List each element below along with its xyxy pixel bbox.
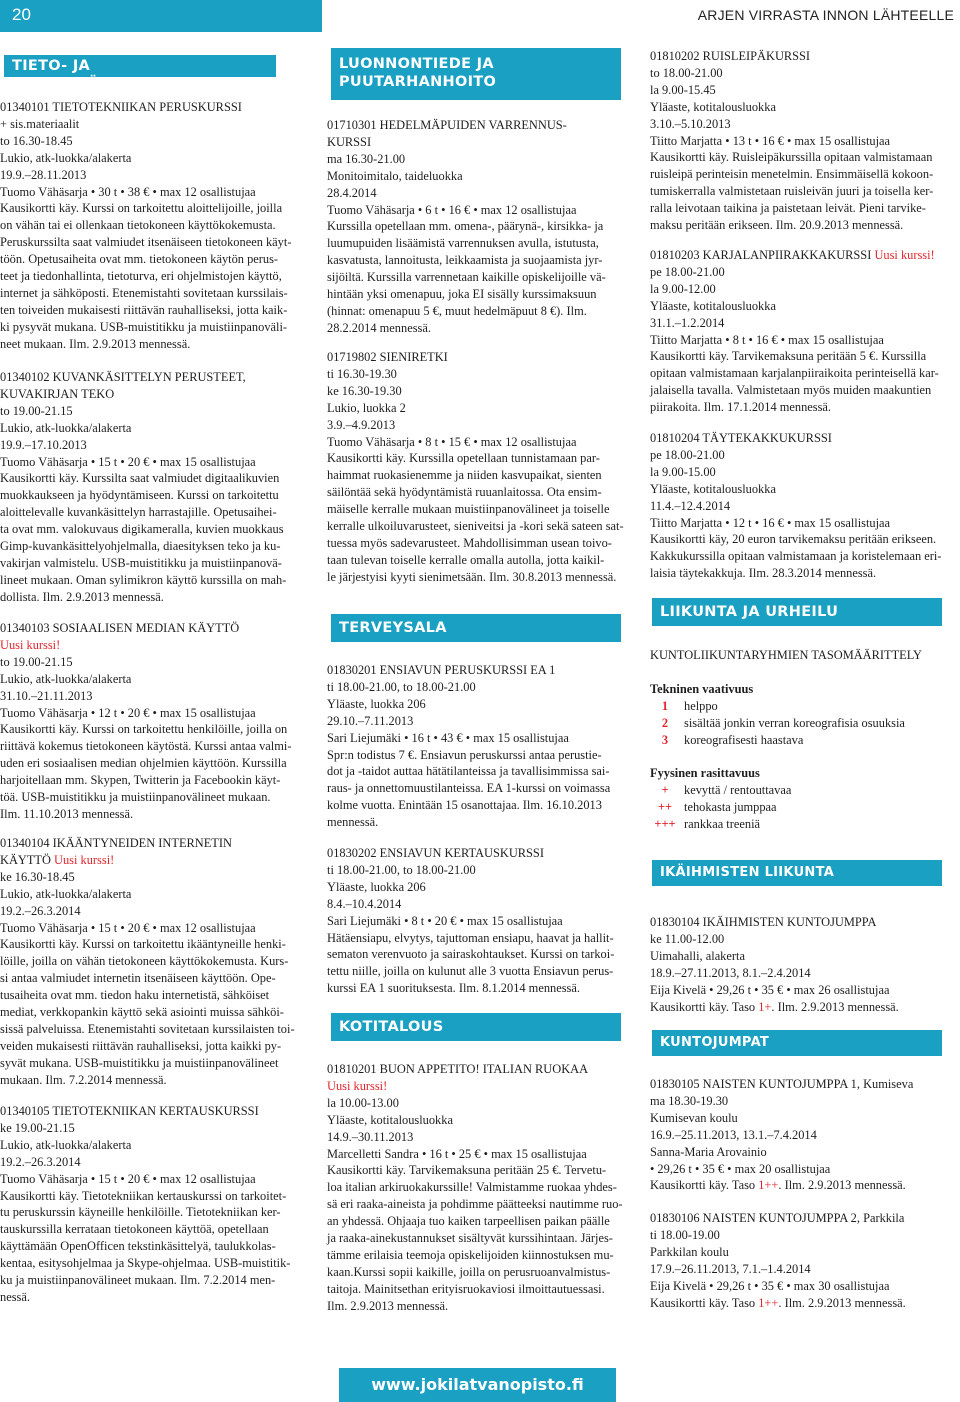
legend-physical (650, 765, 956, 833)
text-line: taan tulevan toiselle kerralle omalla autolla, jotta kaikil- (327, 552, 605, 567)
text-line: ta ovat mm. valokuvaus digikameralla, kuvien muokkaus (0, 522, 284, 537)
course-sieniretki (327, 349, 637, 586)
text-line: piirakoita. Ilm. 17.1.2014 mennessä. (650, 400, 832, 415)
course-naisten-kuntojumppa-2 (650, 1210, 956, 1311)
text-line: tu peruskurssin käyneille henkilöille. Tietotekniikan ker- (0, 1205, 281, 1220)
course-ruisleipa (650, 48, 956, 234)
text-line: dot ja -taidot auttaa hätätilanteissa ja tavallisimmissa sai- (327, 764, 610, 779)
text-line: töä. USB-muistitikku ja muistiinpanovälineet mukaan. (0, 790, 271, 805)
text-line: kolme vuotta. Enintään 15 osanottajaa. Ilm. 16.10.2013 (327, 798, 602, 813)
text-line: sissä palveluissa. Etenemistahti sovitetaan kurssilaisten toi- (0, 1021, 295, 1036)
text-line: Kausikortti käy. Kurssi on tarkoitettu aloittelijoille, joilla (0, 201, 283, 216)
text-line: Yläaste, kotitalousluokka (327, 1112, 453, 1127)
text-line: ke 19.00-21.15 (0, 1120, 75, 1135)
text-line: la 9.00-15.45 (650, 82, 716, 97)
text-line: haimmat ruokasienemme ja niiden kasvupaikat, sienten (327, 468, 602, 483)
course-note: Kausikortti käy. Taso (650, 1178, 759, 1193)
legend-text: sisältää jonkin verran koreografisia osuuksia (684, 715, 905, 730)
text-line: 31.1.–1.2.2014 (650, 315, 725, 330)
text-line: Uimahalli, alakerta (650, 948, 745, 963)
legend-row (650, 816, 956, 833)
course-taytekakku (650, 430, 956, 582)
legend-row (650, 799, 956, 816)
text-line: pe 18.00-21.00 (650, 264, 725, 279)
text-line: Kumisevan koulu (650, 1110, 738, 1125)
level-definitions-title: KUNTOLIIKUNTARYHMIEN TASOMÄÄRITTELY (650, 648, 922, 662)
text-line: Kakkukurssilla opitaan valmistamaan ja koristelemaan eri- (650, 549, 942, 564)
level-tag: 1++ (758, 1178, 779, 1193)
course-title: 01810201 BUON APPETITO! ITALIAN RUOKAA (327, 1062, 589, 1076)
text-line: Lukio, atk-luokka/alakerta (0, 671, 132, 686)
text-line: Tuomo Vähäsarja • 30 t • 38 € • max 12 osallistujaa (0, 184, 256, 199)
course-note: Kausikortti käy. Taso (650, 999, 759, 1014)
course-title-cont: KÄYTTÖ (0, 852, 55, 867)
text-line: + sis.materiaalit (0, 116, 80, 131)
running-head: ARJEN VIRRASTA INNON LÄHTEELLE (697, 7, 954, 23)
text-line: 19.2.–26.3.2014 (0, 1154, 81, 1169)
text-line: 11.4.–12.4.2014 (650, 498, 731, 513)
text-line: 17.9.–26.11.2013, 7.1.–1.4.2014 (650, 1261, 811, 1276)
text-line: 19.9.–17.10.2013 (0, 437, 87, 452)
text-line: Eija Kivelä • 29,26 t • 35 € • max 26 osallistujaa (650, 982, 890, 997)
section-title-line1: LUONNONTIEDE JA (339, 56, 494, 72)
text-line: Kurssilla opetellaan mm. omena-, päärynä-, kirsikka- ja (327, 219, 604, 234)
text-line: Yläaste, kotitalousluokka (650, 99, 776, 114)
page-number-band (0, 0, 322, 32)
text-line: Lukio, atk-luokka/alakerta (0, 886, 132, 901)
text-line: 01340105 TIETOTEKNIIKAN KERTAUSKURSSI (0, 1104, 259, 1118)
level-definitions-heading (650, 647, 956, 664)
text-line: ki pysyvät mukana. USB-muistitikku ja muistiinpanoväli- (0, 319, 288, 334)
text-line: Ilm. 2.9.2013 mennessä. (327, 1298, 449, 1313)
text-line: Parkkilan koulu (650, 1244, 729, 1259)
text-line: la 10.00-13.00 (327, 1095, 399, 1110)
text-line: 01830202 ENSIAVUN KERTAUSKURSSI (327, 846, 544, 860)
text-line: Lukio, atk-luokka/alakerta (0, 1137, 132, 1152)
course-tietotekniikan-kertaus (0, 1103, 318, 1306)
text-line: teet ja tiedonhallinta, tietoturva, eri ohjelmistojen käyttö, (0, 269, 282, 284)
section-title-kotitalous: KOTITALOUS (331, 1013, 621, 1041)
text-line: ti 16.30-19.30 (327, 366, 397, 381)
legend-technical (650, 681, 956, 749)
text-line: 01830105 NAISTEN KUNTOJUMPPA 1, Kumiseva (650, 1077, 914, 1091)
text-line: Kausikortti käy. Kurssilta saat valmiudet digitaalikuvien (0, 471, 280, 486)
legend-key: 3 (661, 732, 669, 747)
text-line: Monitoimitalo, taideluokka (327, 168, 463, 183)
text-line: KUVAKIRJAN TEKO (0, 386, 115, 401)
text-line: mäiselle kerralle mukaan muistiinpanovälineet ja toiselle (327, 502, 610, 517)
text-line: sijöiltä. Kurssilla varrennetaan kaikille opiskelijoille vä- (327, 270, 606, 285)
text-line: to 16.30-18.45 (0, 133, 73, 148)
text-line: Tuomo Vähäsarja • 6 t • 16 € • max 12 osallistujaa (327, 202, 577, 217)
text-line: 01340101 TIETOTEKNIIKAN PERUSKURSSI (0, 100, 242, 114)
text-line: säilöntää sekä hyödyntämistä ruuanlaitossa. Ota ensim- (327, 485, 602, 500)
course-ikaantyneiden-internet (0, 835, 318, 1089)
legend-key: 2 (661, 715, 669, 730)
text-line: si antaa valmiudet internetin itsenäiseen käyttöön. Ope- (0, 971, 276, 986)
text-line: (hinnat: omenapuu 5 €, muut hedelmäpuut 8 €). Ilm. (327, 303, 587, 318)
text-line: taitoja. Mainitsethan erityisruokaviosi ilmoittautuessasi. (327, 1281, 605, 1296)
text-line: ti 18.00-19.00 (650, 1227, 720, 1242)
course-details (327, 1095, 637, 1315)
text-line: ke 16.30-19.30 (327, 383, 402, 398)
text-line: 01830106 NAISTEN KUNTOJUMPPA 2, Parkkila (650, 1211, 905, 1225)
text-line: to 18.00-21.00 (650, 65, 723, 80)
text-line: Hätäensiapu, elvytys, tajuttoman ensiapu, haavat ja hallit- (327, 930, 614, 945)
page-number: 20 (12, 5, 31, 24)
legend-row (650, 732, 956, 749)
section-title-tieto: TIETO- JA VIESTINTÄTEKNIIKKA (4, 55, 276, 77)
text-line: raus- ja onnettomuustilanteissa. EA 1-kurssi on voimassa (327, 781, 611, 796)
text-line: ma 18.30-19.30 (650, 1093, 729, 1108)
text-line: la 9.00-12.00 (650, 281, 716, 296)
text-line: Sari Liejumäki • 8 t • 20 € • max 15 osallistujaa (327, 913, 563, 928)
legend-physical-list (650, 782, 956, 833)
legend-text: koreografisesti haastava (684, 732, 804, 747)
text-line: 14.9.–30.11.2013 (327, 1129, 414, 1144)
text-line: Tuomo Vähäsarja • 15 t • 20 € • max 12 osallistujaa (0, 920, 256, 935)
legend-row (650, 698, 956, 715)
text-line: 01340102 KUVANKÄSITTELYN PERUSTEET, (0, 370, 246, 384)
text-line: 19.2.–26.3.2014 (0, 903, 81, 918)
level-tag: 1+ (758, 999, 772, 1014)
course-hedelmapuiden-varrennus (327, 117, 637, 337)
text-line: to 19.00-21.15 (0, 403, 73, 418)
course-note: Kausikortti käy. Taso (650, 1295, 759, 1310)
level-tag: 1++ (758, 1295, 779, 1310)
text-line: Kausikortti käy. Tarvikemaksuna peritään 5 €. Kurssilla (650, 349, 927, 364)
text-line: la 9.00-15.00 (650, 464, 716, 479)
text-line: nessä. (0, 1289, 30, 1304)
course-ensiapu-kertaus (327, 845, 637, 997)
text-line: 01810204 TÄYTEKAKKUKURSSI (650, 431, 832, 445)
legend-physical-title: Fyysinen rasittavuus (650, 766, 760, 780)
text-line: Peruskurssilta saat valmiudet itsenäiseen tietokoneen käyt- (0, 235, 292, 250)
section-title-terveysala: TERVEYSALA (331, 614, 621, 642)
text-line: tämme erilaisia teemoja opiskelijoiden kiinnostuksen mu- (327, 1247, 614, 1262)
text-line: • 29,26 t • 35 € • max 20 osallistujaa (650, 1161, 831, 1176)
section-title-ikaihmisten: IKÄIHMISTEN LIIKUNTA (652, 860, 942, 886)
text-line: Tiitto Marjatta • 12 t • 16 € • max 15 osallistujaa (650, 515, 891, 530)
course-buon-appetito (327, 1061, 637, 1315)
text-line: ralla leivotaan taikina ja paistetaan leivät. Pieni tarvike- (650, 201, 926, 216)
text-line: Lukio, atk-luokka/alakerta (0, 420, 132, 435)
text-line: dollista. Ilm. 2.9.2013 mennessä. (0, 589, 164, 604)
legend-key: + (661, 782, 669, 797)
course-note-end: . Ilm. 2.9.2013 mennessä. (778, 1178, 906, 1193)
section-title-liikunta: LIIKUNTA JA URHEILU (652, 598, 942, 626)
course-details (0, 654, 318, 823)
new-course-badge: Uusi kurssi! (0, 637, 61, 652)
text-line: Tiitto Marjatta • 13 t • 16 € • max 15 osallistujaa (650, 133, 891, 148)
text-line: kurssi EA 1 suorituksesta. Ilm. 8.1.2014 mennessä. (327, 981, 580, 996)
course-details (0, 869, 318, 1089)
legend-technical-title: Tekninen vaativuus (650, 682, 754, 696)
text-line: Yläaste, kotitalousluokka (650, 481, 776, 496)
text-line: 28.4.2014 (327, 185, 377, 200)
course-kuvankasittely (0, 369, 318, 606)
text-line: lineet mukaan. Oman sylimikron käyttö kurssilla on mah- (0, 572, 287, 587)
course-details (650, 1076, 956, 1177)
section-title-luonnontiede (331, 48, 621, 100)
course-naisten-kuntojumppa-1 (650, 1076, 956, 1194)
text-line: Tuomo Vähäsarja • 8 t • 15 € • max 12 osallistujaa (327, 434, 577, 449)
legend-key: ++ (657, 799, 673, 814)
text-line: riittävä kokemus tietokoneen käytöstä. Kurssi antaa valmi- (0, 739, 292, 754)
text-line: Tuomo Vähäsarja • 12 t • 20 € • max 15 osallistujaa (0, 705, 256, 720)
new-course-badge: Uusi kurssi! (54, 852, 115, 867)
text-line: mukaan. Ilm. 7.2.2014 mennessä. (0, 1072, 167, 1087)
text-line: ruisleipä perinteisin menetelmin. Ensimmäisellä kokoon- (650, 167, 934, 182)
course-karjalanpiirakka (650, 247, 956, 416)
new-course-badge: Uusi kurssi! (874, 248, 935, 262)
footer-url-link[interactable]: www.jokilatvanopisto.fi (371, 1375, 584, 1394)
course-ikaihmisten-kuntojumppa (650, 914, 956, 1015)
text-line: tusaiheita ovat mm. tiedon haku internetistä, sähköiset (0, 988, 270, 1003)
text-line: uden eri sosiaalisen median ohjelmien käyttöön. Kurssilla (0, 756, 287, 771)
text-line: tuessa myös sadevarusteet. Mahdollisimman usean toivo- (327, 535, 612, 550)
new-course-badge: Uusi kurssi! (327, 1078, 388, 1093)
text-line: 01830104 IKÄIHMISTEN KUNTOJUMPPA (650, 915, 877, 929)
course-sosiaalinen-media (0, 620, 318, 823)
text-line: kaan.Kurssi sopii kaikille, joilla on perusruoanvalmistus- (327, 1264, 611, 1279)
text-line: jalaisella tavalla. Valmistetaan myös muiden maakuntien (650, 383, 932, 398)
text-line: on vähän tai ei ollenkaan tietokoneen käyttökokemusta. (0, 218, 276, 233)
text-line: Kausikortti käy. Kurssi on tarkoitettu ikääntyneille henki- (0, 937, 286, 952)
legend-key: 1 (661, 698, 669, 713)
text-line: Gimp-kuvankäsittelyohjelmalla, diaesityksen teko ja ku- (0, 539, 281, 554)
text-line: löille, joilla on vähän tietokoneen käyttökokemusta. Kurs- (0, 954, 289, 969)
text-line: vakirjan valmistelu. USB-muistitikku ja muistiinpanovä- (0, 555, 282, 570)
text-line: neet mukaan. Ilm. 2.9.2013 mennessä. (0, 336, 191, 351)
legend-key: +++ (654, 816, 676, 831)
course-ensiapu-ea1 (327, 662, 637, 831)
text-line: 8.4.–10.4.2014 (327, 896, 402, 911)
legend-text: kevyttä / rentouttavaa (684, 782, 792, 797)
text-line: hintään yksi omenapuu, joka EI sisälly kurssimaksuun (327, 287, 597, 302)
text-line: 01719802 SIENIRETKI (327, 350, 448, 364)
text-line: Kausikortti käy. Tarvikemaksuna peritään 25 €. Tervetu- (327, 1163, 607, 1178)
text-line: opitaan valmistamaan karjalanpiiraikoita perinteisellä kar- (650, 366, 939, 381)
text-line: Ilm. 11.10.2013 mennessä. (0, 806, 134, 821)
text-line: käyttämään OpenOfficen tekstinkäsittelyä, taulukkolas- (0, 1239, 276, 1254)
course-title: 01810203 KARJALANPIIRAKKAKURSSI (650, 248, 875, 262)
text-line: muokkaukseen ja hyödyntämiseen. Kurssi on tarkoitettu (0, 488, 279, 503)
text-line: syvät mukana. USB-muistitikku ja muistiinpanovälineet (0, 1055, 279, 1070)
course-title: 01340104 IKÄÄNTYNEIDEN INTERNETIN (0, 836, 232, 850)
text-line: harjoitellaan mm. Skypen, Twitterin ja Facebookin käyt- (0, 773, 281, 788)
text-line: ti 18.00-21.00, to 18.00-21.00 (327, 679, 476, 694)
text-line: tauskurssilla kerrataan tietokoneen käyttöä, opetellaan (0, 1222, 269, 1237)
text-line: Tiitto Marjatta • 8 t • 16 € • max 15 osallistujaa (650, 332, 884, 347)
text-line: 28.2.2014 mennessä. (327, 320, 431, 335)
text-line: sä eri raaka-aineista ja pohdimme päätteeksi nautimme ruo- (327, 1197, 623, 1212)
course-tietotekniikan-peruskurssi (0, 99, 318, 353)
legend-row (650, 715, 956, 732)
text-line: ja raaka-ainekustannukset sisältyvät kurssihintaan. Järjes- (327, 1231, 613, 1246)
text-line: loa italian arkiruokakurssille! Valmistamme ruokaa yhdes- (327, 1180, 617, 1195)
text-line: töön. Opetusaiheita ovat mm. tietokoneen käytön perus- (0, 252, 279, 267)
text-line: kasvatusta, lannoitusta, leikkaamista ja suojaamista jyr- (327, 253, 603, 268)
text-line: kerralle ulkoiluvarusteet, sieniveitsi ja -kori sekä sateen sat- (327, 519, 624, 534)
text-line: ti 18.00-21.00, to 18.00-21.00 (327, 862, 476, 877)
text-line: 19.9.–28.11.2013 (0, 167, 87, 182)
text-line: Kausikortti käy, 20 euron tarvikemaksu peritään erikseen. (650, 532, 937, 547)
course-details (650, 1210, 956, 1295)
text-line: Kausikortti käy. Kurssilla opetellaan tunnistamaan par- (327, 451, 600, 466)
text-line: Tuomo Vähäsarja • 15 t • 20 € • max 12 osallistujaa (0, 1171, 256, 1186)
text-line: luumupuiden lisäämistä varrennuksen avulla, istutusta, (327, 236, 599, 251)
text-line: aloittelevalle kuvankäsittelyn harrastajille. Opetusaihei- (0, 505, 277, 520)
text-line: Lukio, atk-luokka/alakerta (0, 150, 132, 165)
text-line: Sari Liejumäki • 16 t • 43 € • max 15 osallistujaa (327, 730, 569, 745)
text-line: Yläaste, kotitalousluokka (650, 298, 776, 313)
text-line: ke 16.30-18.45 (0, 869, 75, 884)
text-line: Spr:n todistus 7 €. Ensiavun peruskurssi antaa perustie- (327, 747, 602, 762)
legend-row (650, 782, 956, 799)
text-line: 31.10.–21.11.2013 (0, 688, 93, 703)
text-line: laisia täytekakkuja. Ilm. 28.3.2014 mennessä. (650, 566, 877, 581)
section-title-kuntojumpat: KUNTOJUMPAT (652, 1030, 942, 1056)
text-line: maksu peritään erikseen. Ilm. 20.9.2013 mennessä. (650, 218, 904, 233)
text-line: mediat, verkkopankin käyttö sekä asiointi muissa sähköi- (0, 1005, 284, 1020)
legend-text: rankkaa treeniä (684, 816, 761, 831)
text-line: ku ja muistiinpanovälineet mukaan. Ilm. 7.2.2014 men- (0, 1273, 276, 1288)
text-line: mennessä. (327, 815, 379, 830)
course-note-end: . Ilm. 2.9.2013 mennessä. (778, 1295, 906, 1310)
text-line: 3.10.–5.10.2013 (650, 116, 731, 131)
text-line: 01810202 RUISLEIPÄKURSSI (650, 49, 811, 63)
text-line: an yhdessä. Ohjaaja tuo kaiken tarpeellisen paikan päälle (327, 1214, 610, 1229)
text-line: 01710301 HEDELMÄPUIDEN VARRENNUS- (327, 118, 567, 132)
text-line: le järjestyisi kyyti sienimetsään. Ilm. 30.8.2013 mennessä. (327, 569, 617, 584)
text-line: ten toiveiden mukaisesti riittävän rauhalliseksi, jotta kaik- (0, 302, 288, 317)
page-header (0, 0, 960, 32)
text-line: Eija Kivelä • 29,26 t • 35 € • max 30 osallistujaa (650, 1278, 890, 1293)
text-line: Kausikortti käy. Tietotekniikan kertauskurssi on tarkoitet- (0, 1188, 287, 1203)
legend-technical-list (650, 698, 956, 749)
text-line: 18.9.–27.11.2013, 8.1.–2.4.2014 (650, 965, 811, 980)
text-line: Kausikortti käy. Ruisleipäkurssilla opitaan valmistamaan (650, 150, 933, 165)
text-line: kentaa, esitysohjelmaa ja Skype-ohjelmaa. USB-muistitik- (0, 1256, 291, 1271)
text-line: tumiskerralla valmistetaan ruisleivän juuri ja toisella ker- (650, 184, 934, 199)
text-line: Lukio, luokka 2 (327, 400, 406, 415)
text-line: ma 16.30-21.00 (327, 151, 406, 166)
text-line: veiden mukaisesti riittävän rauhalliseksi, jotta kaikki py- (0, 1038, 282, 1053)
text-line: Marcelletti Sandra • 16 t • 25 € • max 15 osallistujaa (327, 1146, 587, 1161)
text-line: 29.10.–7.11.2013 (327, 713, 414, 728)
section-title-line2: PUUTARHANHOITO (339, 74, 497, 90)
text-line: KURSSI (327, 134, 372, 149)
text-line: ke 11.00-12.00 (650, 931, 725, 946)
course-note-end: . Ilm. 2.9.2013 mennessä. (771, 999, 899, 1014)
text-line: tettu niille, joilla on kulunut alle 3 vuotta Ensiavun perus- (327, 964, 614, 979)
text-line: Yläaste, luokka 206 (327, 879, 426, 894)
course-title: 01340103 SOSIAALISEN MEDIAN KÄYTTÖ (0, 621, 240, 635)
text-line: sematon verenvuoto ja sairaskohtaukset. Kurssi on tarkoi- (327, 947, 615, 962)
text-line: Tuomo Vähäsarja • 15 t • 20 € • max 15 osallistujaa (0, 454, 256, 469)
text-line: pe 18.00-21.00 (650, 447, 725, 462)
text-line: Kausikortti käy. Kurssi on tarkoitettu henkilöille, joilla on (0, 722, 288, 737)
text-line: to 19.00-21.15 (0, 654, 73, 669)
footer-band (339, 1368, 616, 1402)
text-line: Sanna-Maria Arovainio (650, 1144, 767, 1159)
text-line: 16.9.–25.11.2013, 13.1.–7.4.2014 (650, 1127, 817, 1142)
course-details (650, 264, 956, 416)
course-details (650, 914, 956, 999)
legend-text: tehokasta jumppaa (684, 799, 777, 814)
legend-text: helppo (684, 698, 718, 713)
text-line: internet ja sähköposti. Etenemistahti sovitetaan kurssilais- (0, 285, 288, 300)
text-line: 01830201 ENSIAVUN PERUSKURSSI EA 1 (327, 663, 556, 677)
text-line: 3.9.–4.9.2013 (327, 417, 396, 432)
text-line: Yläaste, luokka 206 (327, 696, 426, 711)
